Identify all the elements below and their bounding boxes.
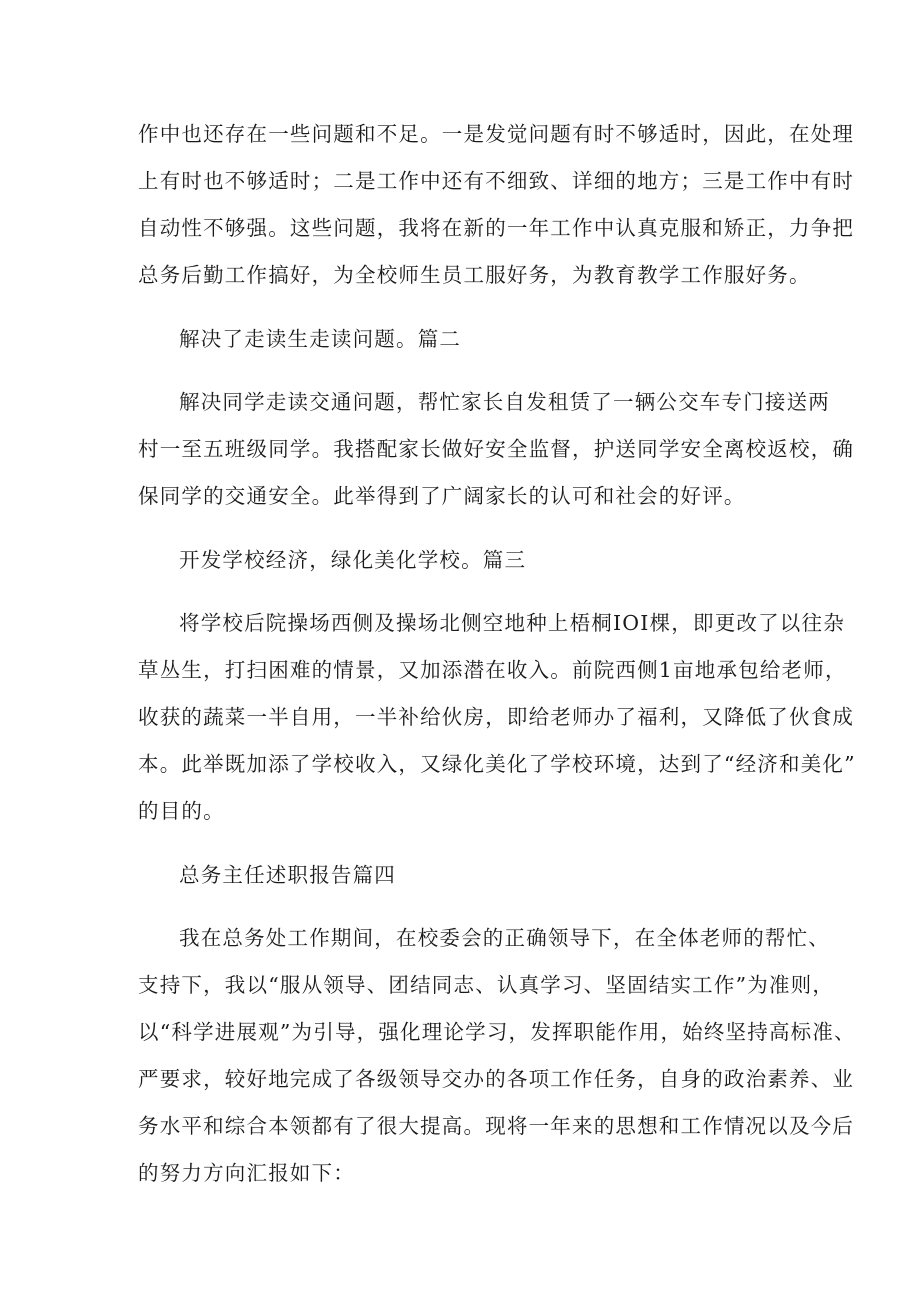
paragraph-line: 收获的蔬菜一半自用，一半补给伙房，即给老师办了福利，又降低了伙食成 <box>138 705 855 729</box>
paragraph-line: 我在总务处工作期间，在校委会的正确领导下，在全体老师的帮忙、 <box>179 926 830 950</box>
paragraph-line: 本。此举既加添了学校收入，又绿化美化了学校环境，达到了“经济和美化” <box>138 752 856 776</box>
paragraph-line: 上有时也不够适时；二是工作中还有不细致、详细的地方；三是工作中有时 <box>138 169 855 193</box>
section-heading-3: 开发学校经济，绿化美化学校。篇三 <box>179 548 527 572</box>
paragraph-line: 村一至五班级同学。我搭配家长做好安全监督，护送同学安全离校返校，确 <box>138 437 855 461</box>
paragraph-line: 解决同学走读交通问题，帮忙家长自发租赁了一辆公交车专门接送两 <box>179 390 830 414</box>
section-heading-4: 总务主任述职报告篇四 <box>179 863 396 887</box>
paragraph-line: 务水平和综合本领都有了很大提高。现将一年来的思想和工作情况以及今后 <box>138 1114 855 1138</box>
paragraph-line: 自动性不够强。这些问题，我将在新的一年工作中认真克服和矫正，力争把 <box>138 216 855 240</box>
section-heading-2: 解决了走读生走读问题。篇二 <box>179 327 462 351</box>
paragraph-line: 严要求，较好地完成了各级领导交办的各项工作任务，自身的政治素养、业 <box>138 1067 855 1091</box>
paragraph-line: 草丛生，打扫困难的情景，又加添潜在收入。前院西侧1亩地承包给老师， <box>138 658 847 682</box>
paragraph-line: 的目的。 <box>138 799 225 823</box>
paragraph-line: 作中也还存在一些问题和不足。一是发觉问题有时不够适时，因此，在处理 <box>138 122 855 146</box>
paragraph-line: 保同学的交通安全。此举得到了广阔家长的认可和社会的好评。 <box>138 484 746 508</box>
paragraph-line: 将学校后院操场西侧及操场北侧空地种上梧桐IOI棵，即更改了以往杂 <box>179 611 845 635</box>
paragraph-line: 总务后勤工作搞好，为全校师生员工服好务，为教育教学工作服好务。 <box>138 263 811 287</box>
paragraph-line: 以“科学进展观”为引导，强化理论学习，发挥职能作用，始终坚持高标准、 <box>138 1020 856 1044</box>
paragraph-line: 支持下，我以“服从领导、团结同志、认真学习、坚固结实工作”为准则， <box>138 973 835 997</box>
paragraph-line: 的努力方向汇报如下： <box>138 1161 355 1185</box>
